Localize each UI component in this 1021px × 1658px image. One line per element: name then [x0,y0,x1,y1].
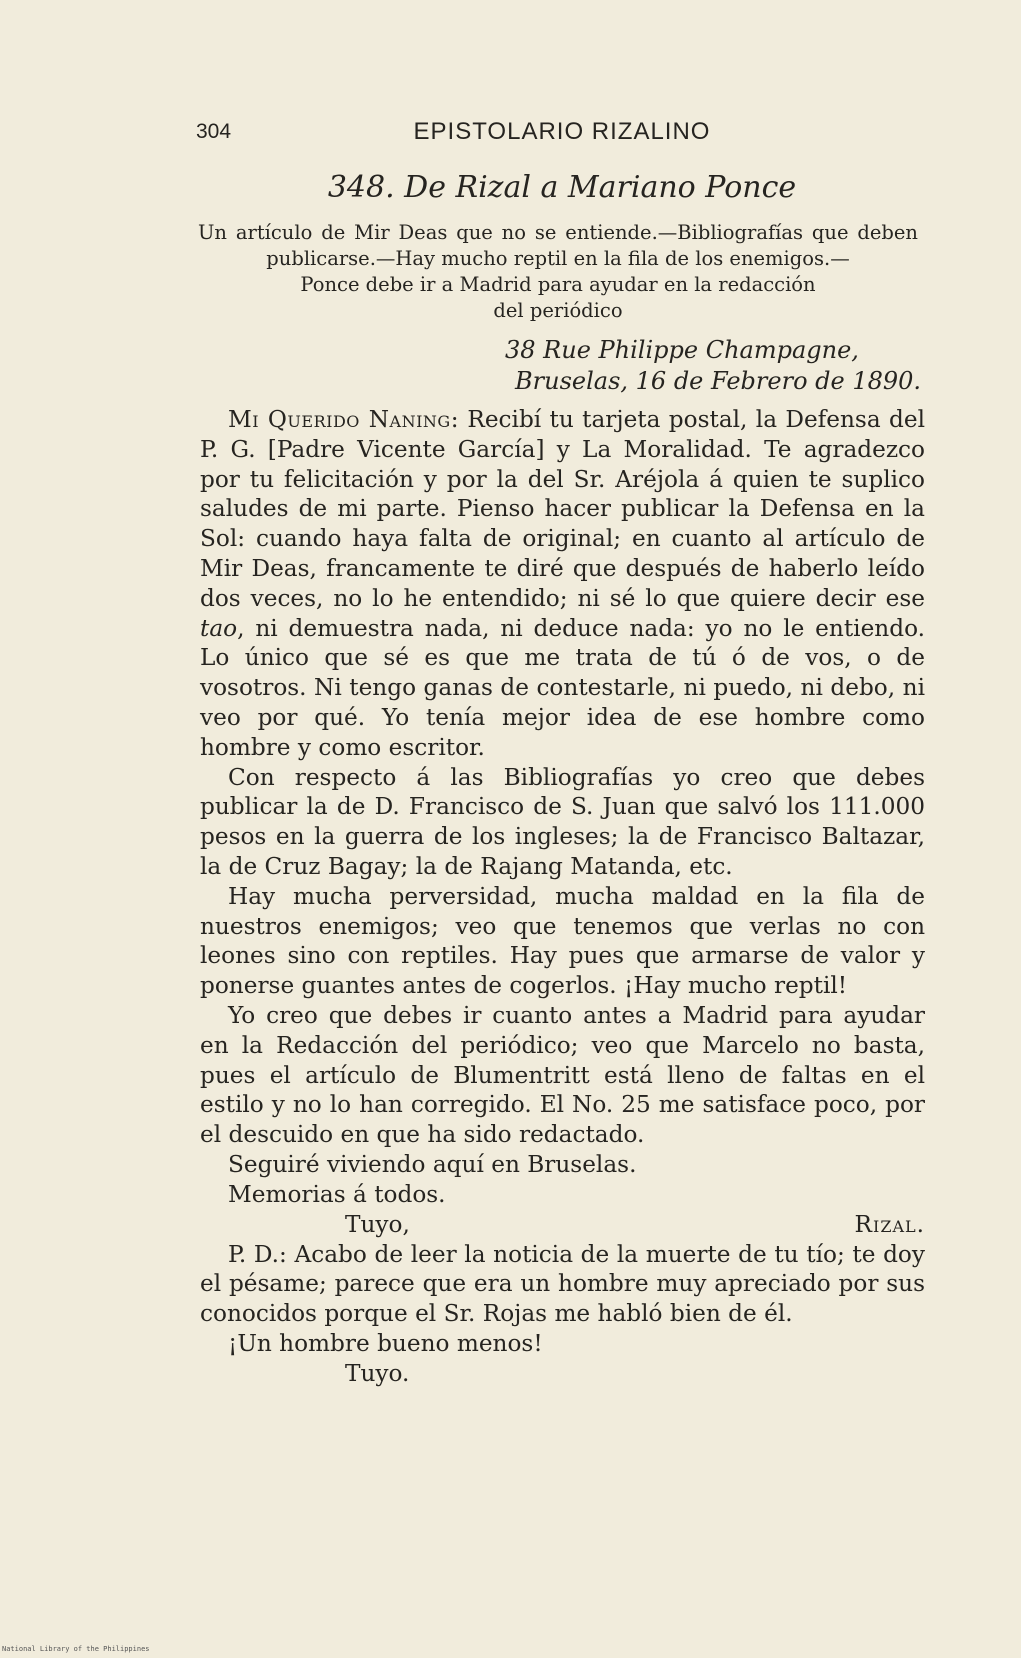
paragraph [200,405,925,763]
postscript [200,1240,925,1329]
italic-word: tao [200,614,238,642]
paragraph: Memorias á todos. [228,1180,446,1208]
postscript-line: ¡Un hombre bueno menos! [228,1329,543,1357]
closing-line [200,1210,925,1240]
letter-title: 348. De Rizal a Mariano Ponce [327,170,797,205]
summary-line: Un artículo de Mir Deas que no se entiende.—Bibliografías que deben [198,221,918,244]
letter-summary [198,220,918,324]
paragraph: Hay mucha perversidad, mucha maldad en la fila de nuestros enemigos; veo que tenemos que verlas no con leones sino con reptiles. Hay pues que armarse de valor y ponerse guantes antes de cogerlos. ¡Hay mucho reptil! [200,882,925,1000]
library-watermark: National Library of the Philippines [2,1645,150,1653]
signature: Rizal. [854,1210,925,1238]
paragraph: Yo creo que debes ir cuanto antes a Madrid para ayudar en la Redacción del periódico; veo que Marcelo no basta, pues el artículo de Blumentritt está lleno de faltas en el estilo y no lo han corregido. El No. 25 me satisface poco, por el descuido en que ha sido redactado. [200,1001,925,1149]
letter-address: 38 Rue Philippe Champagne, [505,336,859,364]
summary-line: del periódico [493,299,623,322]
paragraph: Seguiré viviendo aquí en Bruselas. [228,1150,637,1178]
page-header [196,114,928,154]
postscript-text: Acabo de leer la noticia de la muerte de tu tío; te doy el pésame; parece que era un hombre muy apreciado por sus conocidos porque el Sr. Rojas me habló bien de él. [200,1240,925,1328]
paragraph: Con respecto á las Bibliografías yo creo que debes publicar la de D. Francisco de S. Juan que salvó los 111.000 pesos en la guerra de los ingleses; la de Francisco Baltazar, la de Cruz Bagay; la de Rajang Matanda, etc. [200,763,925,880]
letter-body [200,405,925,1389]
summary-line: publicarse.—Hay mucho reptil en la fila de los enemigos.— [266,247,850,270]
letter-date: Bruselas, 16 de Febrero de 1890. [515,367,922,395]
closing-word: Tuyo, [345,1210,410,1238]
paragraph-text: Recibí tu tarjeta postal, la Defensa del P. G. [Padre Vicente García] y La Moralidad. Te agradezco por tu felicitación y por la del Sr. Aréjola á quien te suplico saludes de mi parte. Pienso hacer publicar la Defensa en la Sol: cuando haya falta de original; en cuanto al artículo de Mir Deas, francamente te diré que después de haberlo leído dos veces, no lo he entendido; ni sé lo que quiere decir ese [200,406,925,612]
running-title: EPISTOLARIO RIZALINO [413,118,711,145]
salutation: Mi Querido Naning: [228,406,460,433]
paragraph-text: , ni demuestra nada, ni deduce nada: yo no le entiendo. Lo único que sé es que me trata de tú ó de vos, o de vosotros. Ni tengo ganas de contestarle, ni puedo, ni debo, ni veo por qué. Yo tenía mejor idea de ese hombre como hombre y como escritor. [200,614,925,761]
postscript-closing: Tuyo. [345,1359,410,1387]
postscript-label: P. D.: [228,1240,287,1268]
page-number: 304 [196,120,232,143]
summary-line: Ponce debe ir a Madrid para ayudar en la redacción [300,273,816,296]
